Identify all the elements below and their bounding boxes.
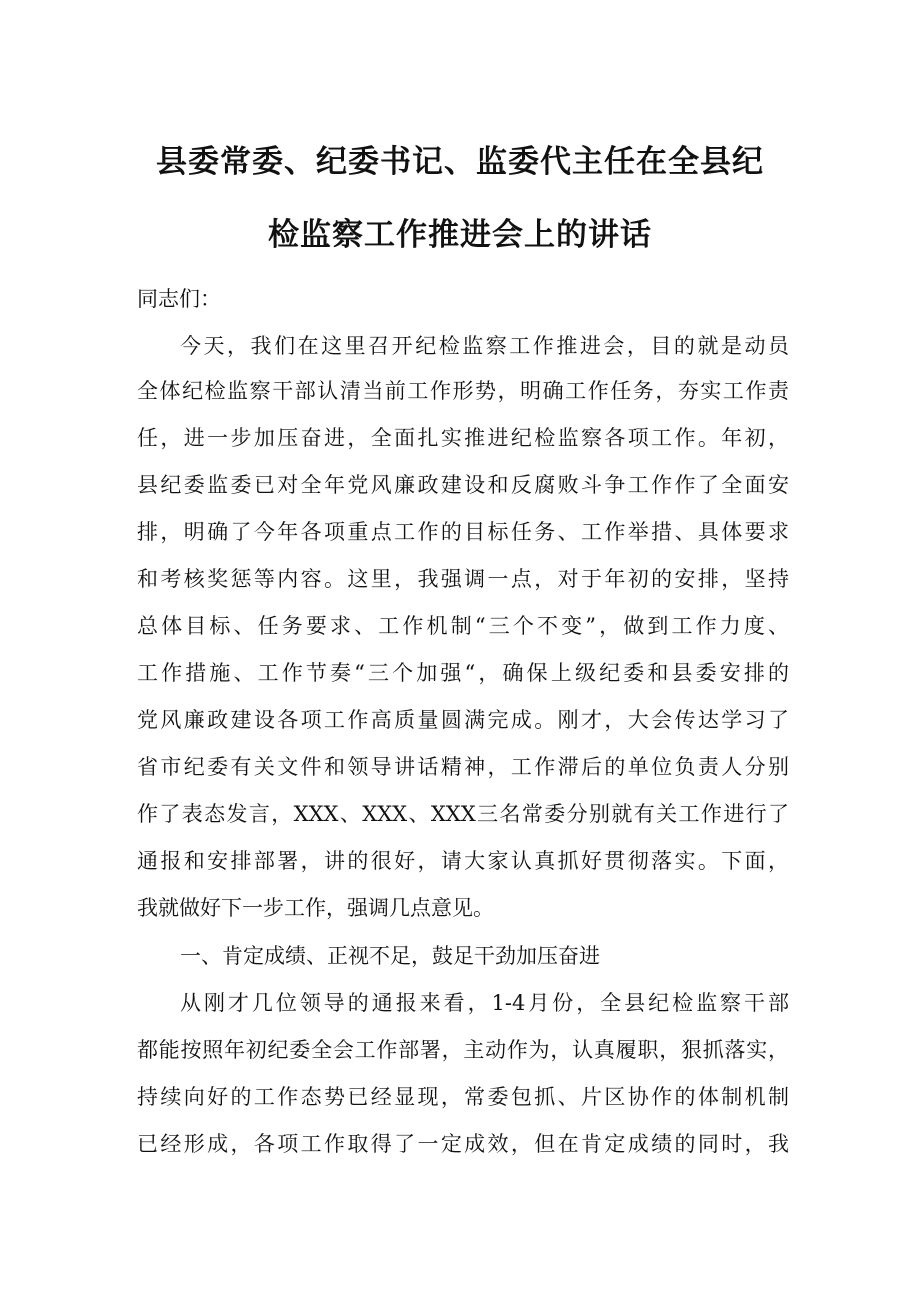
paragraph-line: 总体目标、任务要求、工作机制“三个不变”，做到工作力度、 xyxy=(137,614,789,638)
paragraph-line: 已经形成，各项工作取得了一定成效，但在肯定成绩的同时，我 xyxy=(137,1132,789,1156)
section-heading: 一、肯定成绩、正视不足，鼓足干劲加压奋进 xyxy=(180,944,600,968)
paragraph-line: 工作措施、工作节奏“三个加强“，确保上级纪委和县委安排的 xyxy=(137,661,789,685)
salutation: 同志们： xyxy=(137,287,221,311)
paragraph-line: 省市纪委有关文件和领导讲话精神，工作滞后的单位负责人分别 xyxy=(137,755,789,779)
paragraph-line: 都能按照年初纪委全会工作部署，主动作为，认真履职，狠抓落实， xyxy=(137,1038,789,1062)
document-title-line-1: 县委常委、纪委书记、监委代主任在全县纪 xyxy=(156,144,764,180)
document-title-line-2: 检监察工作推进会上的讲话 xyxy=(268,217,652,253)
paragraph-line: 通报和安排部署，讲的很好，请大家认真抓好贯彻落实。下面， xyxy=(137,849,789,873)
paragraph-line: 任，进一步加压奋进，全面扎实推进纪检监察各项工作。年初， xyxy=(137,426,789,450)
paragraph-line: 县纪委监委已对全年党风廉政建设和反腐败斗争工作作了全面安 xyxy=(137,473,789,497)
paragraph-line: 排，明确了今年各项重点工作的目标任务、工作举措、具体要求 xyxy=(137,520,789,544)
paragraph-line: 全体纪检监察干部认清当前工作形势，明确工作任务，夯实工作责 xyxy=(137,379,789,403)
paragraph-line: 持续向好的工作态势已经显现，常委包抓、片区协作的体制机制 xyxy=(137,1085,789,1109)
paragraph-line: 我就做好下一步工作，强调几点意见。 xyxy=(137,896,494,920)
paragraph-line: 党风廉政建设各项工作高质量圆满完成。刚才，大会传达学习了 xyxy=(137,708,789,732)
paragraph-line: 作了表态发言，XXX、XXX、XXX三名常委分别就有关工作进行了 xyxy=(137,802,789,826)
paragraph-line: 和考核奖惩等内容。这里，我强调一点，对于年初的安排，坚持 xyxy=(137,567,789,591)
paragraph-line: 今天，我们在这里召开纪检监察工作推进会，目的就是动员 xyxy=(180,334,789,358)
paragraph-line: 从刚才几位领导的通报来看，1-4月份，全县纪检监察干部 xyxy=(180,991,789,1015)
